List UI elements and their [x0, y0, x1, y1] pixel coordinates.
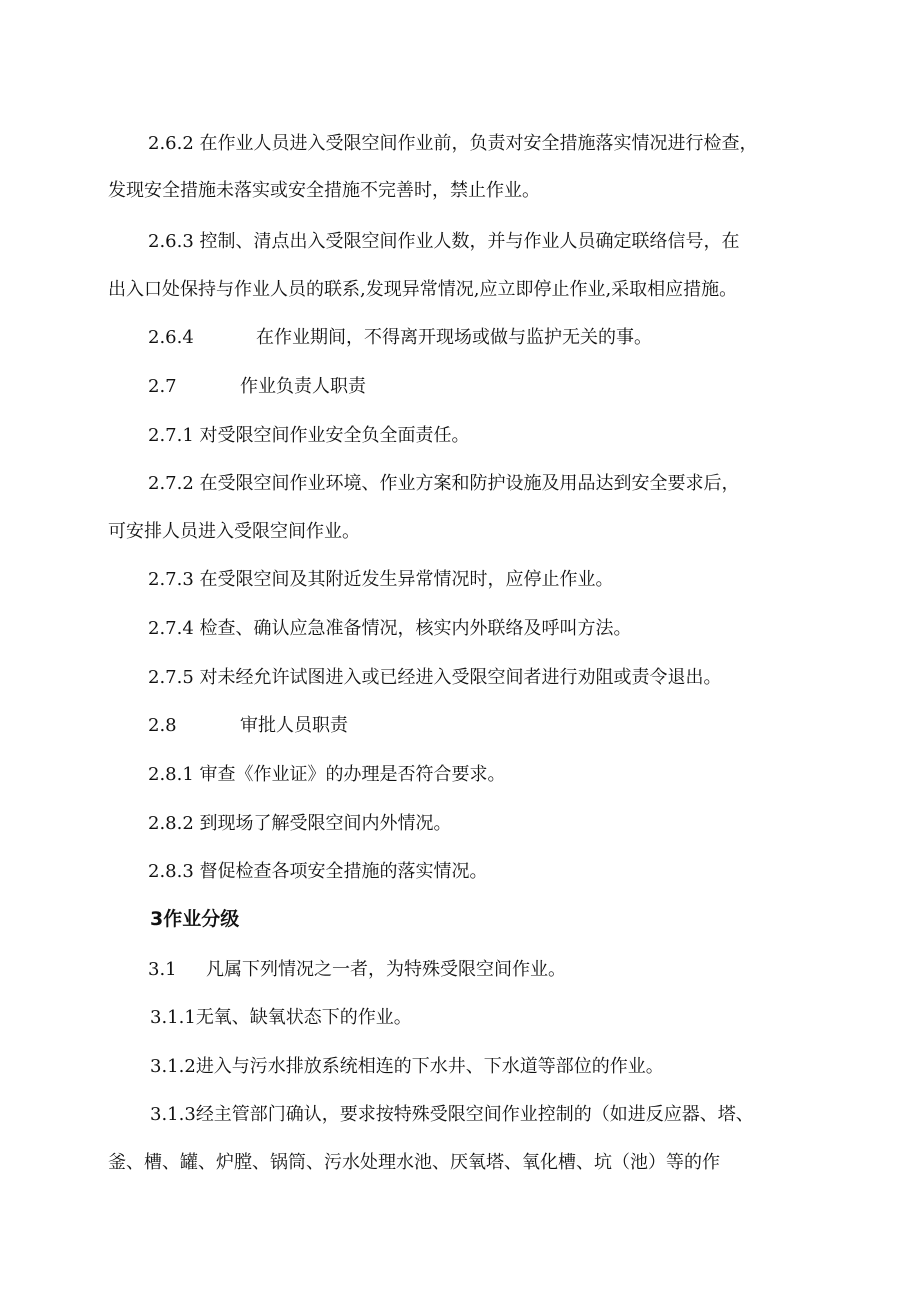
paragraph-continuation [108, 278, 737, 302]
paragraph-text: 无氧、缺氧状态下的作业。 [195, 1007, 412, 1028]
paragraph-2-6-4 [148, 326, 652, 350]
section-number: 2.7.5 [148, 667, 194, 688]
paragraph-text: 进入与污水排放系统相连的下水井、下水道等部位的作业。 [195, 1056, 664, 1077]
paragraph-text: 对未经允许试图进入或已经进入受限空间者进行劝阻或责令退出。 [199, 667, 722, 688]
section-number: 2.6.2 [148, 133, 194, 154]
section-number: 2.7.3 [148, 569, 194, 590]
section-2-7-title [148, 375, 366, 399]
paragraph-continuation [108, 1151, 720, 1175]
paragraph-text: 发现安全措施未落实或安全措施不完善时，禁止作业。 [108, 180, 540, 201]
paragraph-2-8-1 [148, 763, 506, 787]
section-number: 2.6.4 [148, 327, 194, 348]
paragraph-continuation [108, 520, 360, 544]
section-number: 2.8.1 [148, 764, 194, 785]
paragraph-3-1 [148, 958, 566, 982]
section-number: 2.7.1 [148, 425, 194, 446]
paragraph-text: 经主管部门确认，要求按特殊受限空间作业控制的（如进反应器、塔、 [195, 1104, 754, 1125]
section-number: 3.1 [148, 959, 177, 980]
paragraph-text: 在作业期间，不得离开现场或做与监护无关的事。 [256, 327, 652, 348]
paragraph-2-7-2 [148, 472, 740, 496]
section-number: 3.1.3 [150, 1104, 196, 1125]
section-number: 2.6.3 [148, 231, 194, 252]
paragraph-text: 督促检查各项安全措施的落实情况。 [199, 861, 488, 882]
section-title: 审批人员职责 [240, 715, 348, 736]
paragraph-text: 出入口处保持与作业人员的联系,发现异常情况,应立即停止作业,采取相应措施。 [108, 279, 738, 300]
section-number: 3.1.1 [150, 1007, 196, 1028]
paragraph-3-1-3 [150, 1103, 754, 1127]
paragraph-text: 在受限空间及其附近发生异常情况时，应停止作业。 [199, 569, 614, 590]
paragraph-2-7-5 [148, 666, 722, 690]
paragraph-text: 凡属下列情况之一者，为特殊受限空间作业。 [206, 959, 566, 980]
section-title: 作业负责人职责 [240, 376, 366, 397]
paragraph-text: 审查《作业证》的办理是否符合要求。 [199, 764, 506, 785]
section-number: 3.1.2 [150, 1056, 196, 1077]
paragraph-3-1-1 [150, 1006, 412, 1030]
chapter-3-heading: 3作业分级 [150, 908, 240, 930]
paragraph-2-8-2 [148, 812, 452, 836]
paragraph-text: 检查、确认应急准备情况，核实内外联络及呼叫方法。 [199, 618, 632, 639]
section-number: 2.7.4 [148, 618, 194, 639]
section-number: 2.7.2 [148, 473, 194, 494]
section-number: 2.8.2 [148, 813, 194, 834]
paragraph-2-6-3 [148, 230, 740, 254]
paragraph-text: 可安排人员进入受限空间作业。 [108, 521, 360, 542]
paragraph-text: 釜、槽、罐、炉膛、锅筒、污水处理水池、厌氧塔、氧化槽、坑（池）等的作 [108, 1152, 720, 1173]
paragraph-continuation [108, 179, 540, 203]
paragraph-text: 到现场了解受限空间内外情况。 [199, 813, 452, 834]
paragraph-text: 在作业人员进入受限空间作业前，负责对安全措施落实情况进行检查， [199, 133, 758, 154]
paragraph-text: 对受限空间作业安全负全面责任。 [199, 425, 470, 446]
paragraph-text: 在受限空间作业环境、作业方案和防护设施及用品达到安全要求后， [199, 473, 740, 494]
section-number: 2.8 [148, 715, 177, 736]
section-number: 2.8.3 [148, 861, 194, 882]
paragraph-text: 控制、清点出入受限空间作业人数，并与作业人员确定联络信号，在 [199, 231, 740, 252]
section-number: 2.7 [148, 376, 177, 397]
paragraph-2-8-3 [148, 860, 488, 884]
paragraph-2-7-4 [148, 617, 632, 641]
paragraph-2-7-1 [148, 424, 470, 448]
paragraph-2-7-3 [148, 568, 614, 592]
paragraph-2-6-2 [148, 132, 758, 156]
paragraph-3-1-2 [150, 1055, 664, 1079]
section-2-8-title [148, 714, 348, 738]
